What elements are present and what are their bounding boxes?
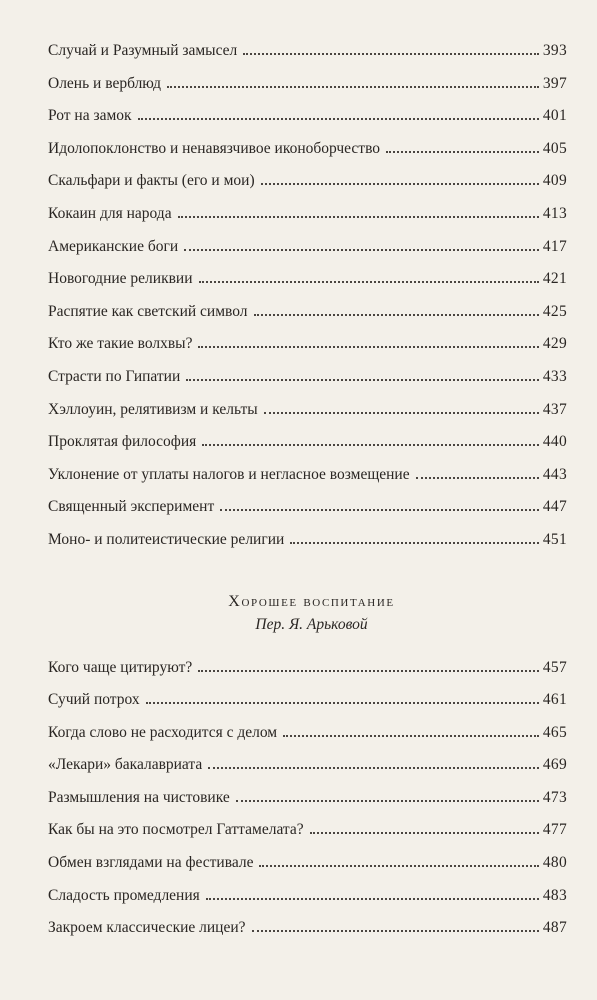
toc-entry-page: 397	[542, 74, 567, 92]
toc-entry-page: 421	[542, 270, 567, 288]
toc-entry-title: Скальфари и факты (его и мои)	[48, 172, 255, 190]
toc-dot-leader	[202, 444, 539, 446]
toc-entry	[48, 918, 567, 951]
toc-entry	[48, 820, 567, 853]
toc-dot-leader	[178, 216, 539, 218]
toc-dot-leader	[220, 509, 539, 511]
toc-entry-page: 443	[542, 465, 567, 483]
toc-entry	[48, 788, 567, 821]
toc-dot-leader	[243, 53, 539, 55]
toc-dot-leader	[386, 151, 539, 153]
toc-entry-title: Моно- и политеистические религии	[48, 530, 285, 548]
toc-entry-page: 461	[542, 691, 567, 709]
toc-dot-leader	[264, 412, 539, 414]
toc-entry	[48, 755, 567, 788]
toc-entry-title: Кто же такие волхвы?	[48, 335, 193, 353]
toc-dot-leader	[198, 670, 539, 672]
toc-entry	[48, 886, 567, 919]
toc-entry-page: 451	[542, 530, 567, 548]
toc-entry	[48, 139, 567, 172]
toc-entry-page: 487	[542, 919, 567, 937]
toc-entry	[48, 74, 567, 107]
toc-entry-page: 480	[542, 854, 567, 872]
toc-entry	[48, 204, 567, 237]
toc-dot-leader	[184, 249, 539, 251]
toc-entry-page: 417	[542, 237, 567, 255]
toc-entry-title: Хэллоуин, релятивизм и кельты	[48, 400, 258, 418]
toc-entry-title: Закроем классические лицеи?	[48, 919, 246, 937]
toc-entry-page: 409	[542, 172, 567, 190]
toc-entry-title: Распятие как светский символ	[48, 302, 248, 320]
toc-entry-title: Страсти по Гипатии	[48, 367, 181, 385]
toc-entry-page: 393	[542, 42, 567, 59]
toc-dot-leader	[259, 865, 538, 867]
toc-dot-leader	[290, 542, 539, 544]
toc-dot-leader	[167, 86, 539, 88]
toc-entry-title: Когда слово не расходится с делом	[48, 723, 278, 741]
toc-entry	[48, 690, 567, 723]
section-header	[48, 591, 567, 636]
toc-dot-leader	[416, 477, 539, 479]
toc-dot-leader	[254, 314, 539, 316]
toc-dot-leader	[186, 379, 539, 381]
toc-entry	[48, 367, 567, 400]
toc-entry-title: Размышления на чистовике	[48, 788, 230, 806]
toc-entry	[48, 432, 567, 465]
toc-entry-page: 437	[542, 400, 567, 418]
toc-entry-page: 457	[542, 658, 567, 676]
toc-entry	[48, 237, 567, 270]
toc-entry-title: Как бы на это посмотрел Гаттамелата?	[48, 821, 304, 839]
toc-entry	[48, 658, 567, 691]
toc-entry-title: Уклонение от уплаты налогов и негласное возмещение	[48, 465, 410, 483]
toc-entry-title: Случай и Разумный замысел	[48, 42, 238, 59]
toc-dot-leader	[208, 767, 539, 769]
toc-entry	[48, 853, 567, 886]
toc-entry-page: 473	[542, 788, 567, 806]
toc-entry	[48, 497, 567, 530]
toc-dot-leader	[283, 735, 539, 737]
toc-dot-leader	[236, 800, 539, 802]
toc-entry-title: Олень и верблюд	[48, 74, 161, 92]
toc-entry-title: Обмен взглядами на фестивале	[48, 854, 254, 872]
toc-entry	[48, 171, 567, 204]
toc-entry	[48, 41, 567, 74]
toc-entry-title: Сучий потрох	[48, 691, 140, 709]
toc-entry-page: 465	[542, 723, 567, 741]
toc-entry	[48, 302, 567, 335]
toc-entry-title: Американские боги	[48, 237, 179, 255]
toc-entry-title: Рот на замок	[48, 107, 132, 125]
toc-entry-title: Кого чаще цитируют?	[48, 658, 193, 676]
toc-dot-leader	[252, 930, 539, 932]
toc-entry-page: 401	[542, 107, 567, 125]
toc-entry-page: 440	[542, 433, 567, 451]
toc-entry-title: Новогодние реликвии	[48, 270, 193, 288]
toc-entry	[48, 723, 567, 756]
toc-entry	[48, 530, 567, 563]
toc-entry-title: Идолопоклонство и ненавязчивое иконоборчество	[48, 139, 381, 157]
toc-entry	[48, 400, 567, 433]
toc-dot-leader	[138, 118, 539, 120]
toc-entry	[48, 106, 567, 139]
toc-dot-leader	[310, 832, 539, 834]
toc-entry-page: 429	[542, 335, 567, 353]
toc-list-part1	[48, 41, 567, 563]
toc-entry-page: 483	[542, 886, 567, 904]
toc-entry-page: 447	[542, 498, 567, 516]
toc-dot-leader	[146, 702, 539, 704]
toc-dot-leader	[198, 346, 538, 348]
toc-entry-page: 405	[542, 139, 567, 157]
toc-entry-page: 413	[542, 204, 567, 222]
toc-entry-page: 469	[542, 756, 567, 774]
section-translator: Пер. Я. Арьковой	[255, 615, 368, 633]
toc-dot-leader	[261, 183, 539, 185]
toc-entry-title: Проклятая философия	[48, 433, 197, 451]
toc-dot-leader	[199, 281, 539, 283]
toc-entry-page: 477	[542, 821, 567, 839]
toc-entry-page: 425	[542, 302, 567, 320]
toc-entry	[48, 269, 567, 302]
toc-entry-title: Сладость промедления	[48, 886, 200, 904]
toc-entry	[48, 334, 567, 367]
toc-entry-title: Кокаин для народа	[48, 204, 172, 222]
section-title: Хорошее воспитание	[228, 592, 395, 610]
toc-entry-page: 433	[542, 367, 567, 385]
toc-entry-title: «Лекари» бакалавриата	[48, 756, 203, 774]
toc-list-part2	[48, 658, 567, 951]
toc-entry	[48, 465, 567, 498]
toc-dot-leader	[206, 898, 539, 900]
toc-entry-title: Священный эксперимент	[48, 498, 215, 516]
